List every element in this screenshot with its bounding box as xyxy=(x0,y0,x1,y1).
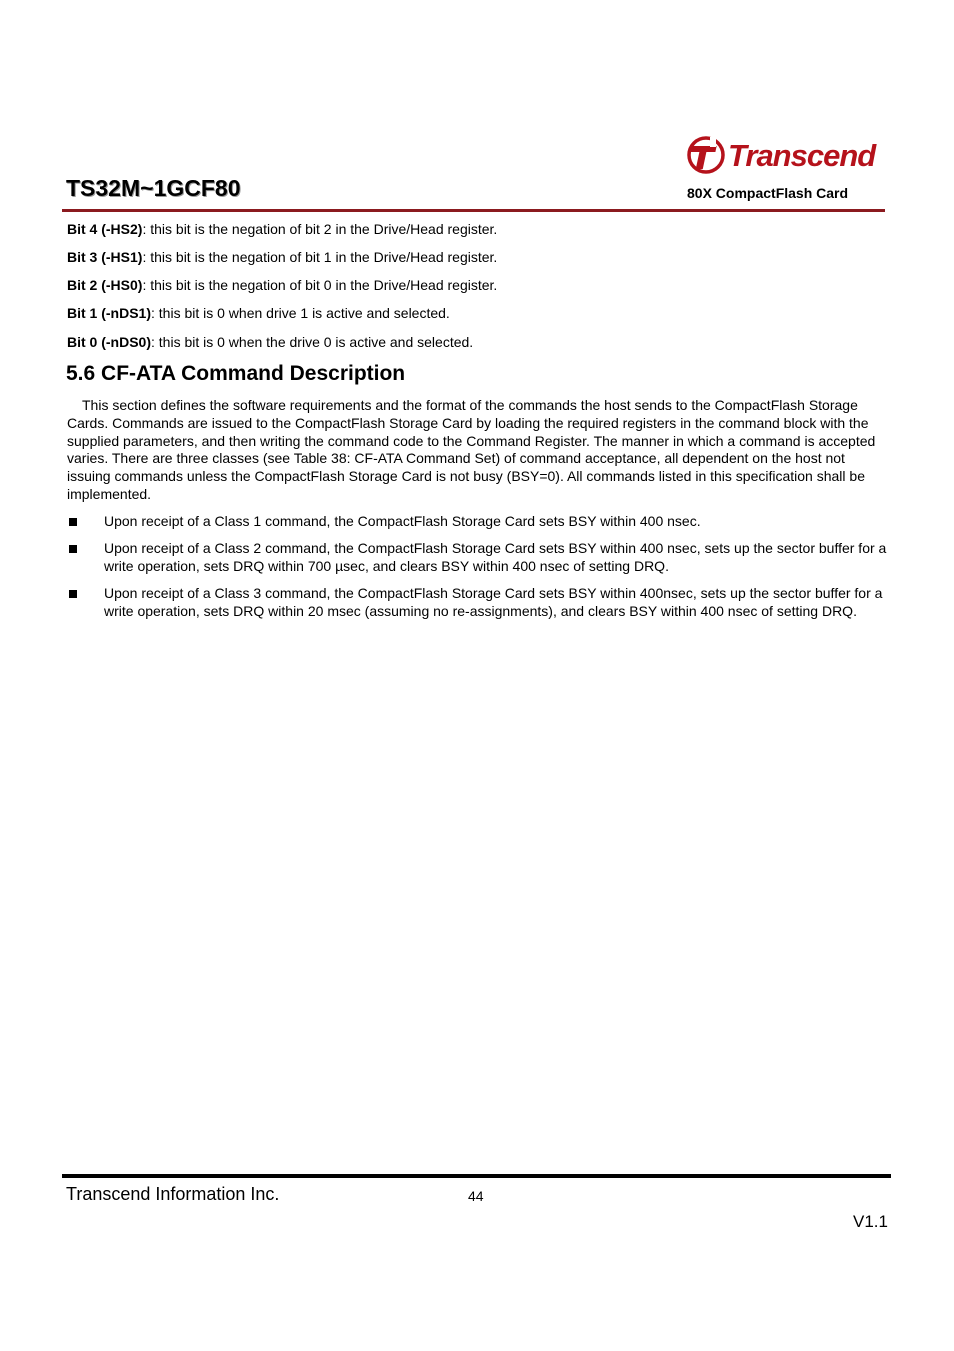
footer-company: Transcend Information Inc. xyxy=(66,1184,280,1204)
paragraph-text: This section defines the software requirements and the format of the commands the host sends to the CompactFlash Storage Cards. Commands are issued to the CompactFlash Storage Card by loading the required registers in the command block with the supplied parameters, and then writing the command code to the Command Register. The manner in which a command is accepted varies. There are three classes (see Table 38: CF-ATA Command Set) of command acceptance, all dependent on the host not issuing commands unless the CompactFlash Storage Card is not busy (BSY=0). All commands listed in this specification shall be implemented. xyxy=(67,397,876,502)
document-version: V1.1 xyxy=(853,1212,888,1231)
list-item xyxy=(67,585,892,621)
list-item xyxy=(67,513,892,531)
bit-description xyxy=(67,221,497,238)
section-paragraph xyxy=(67,397,892,504)
bit-description xyxy=(67,277,497,294)
bit-text: : this bit is the negation of bit 1 in the Drive/Head register. xyxy=(142,249,498,265)
list-item xyxy=(67,540,892,576)
bit-text: : this bit is 0 when drive 1 is active and selected. xyxy=(151,305,450,321)
bit-label: Bit 3 (-HS1) xyxy=(67,249,143,265)
bit-description xyxy=(67,249,497,266)
page-number: 44 xyxy=(468,1188,484,1204)
bit-description xyxy=(67,334,473,351)
document-title: TS32M~1GCF80 xyxy=(66,175,241,201)
bit-description xyxy=(67,305,450,322)
section-heading: 5.6 CF-ATA Command Description xyxy=(66,362,406,385)
document-subtitle: 80X CompactFlash Card xyxy=(687,185,849,201)
header-divider xyxy=(62,209,885,212)
bit-label: Bit 4 (-HS2) xyxy=(67,221,143,237)
square-bullet-icon xyxy=(69,590,77,598)
bit-text: : this bit is the negation of bit 2 in the Drive/Head register. xyxy=(142,221,498,237)
bit-label: Bit 1 (-nDS1) xyxy=(67,305,151,321)
list-item-text: Upon receipt of a Class 3 command, the CompactFlash Storage Card sets BSY within 400nsec, sets up the sector buffer for a write operation, sets DRQ within 20 msec (assuming no re-assignments), and clears BSY within 400 nsec of setting DRQ. xyxy=(104,585,883,619)
bit-text: : this bit is the negation of bit 0 in the Drive/Head register. xyxy=(142,277,498,293)
list-item-text: Upon receipt of a Class 1 command, the CompactFlash Storage Card sets BSY within 400 nsec. xyxy=(104,513,701,529)
footer-divider xyxy=(62,1174,891,1178)
list-item-text: Upon receipt of a Class 2 command, the CompactFlash Storage Card sets BSY within 400 nsec, sets up the sector buffer for a write operation, sets DRQ within 700 µsec, and clears BSY within 400 nsec of setting DRQ. xyxy=(104,540,887,574)
bit-label: Bit 0 (-nDS0) xyxy=(67,334,151,350)
brand-logo xyxy=(686,134,875,176)
bit-text: : this bit is 0 when the drive 0 is active and selected. xyxy=(151,334,474,350)
transcend-logo-icon xyxy=(686,135,726,175)
bit-label: Bit 2 (-HS0) xyxy=(67,277,143,293)
brand-name: Transcend xyxy=(728,137,876,173)
square-bullet-icon xyxy=(69,518,77,526)
square-bullet-icon xyxy=(69,545,77,553)
